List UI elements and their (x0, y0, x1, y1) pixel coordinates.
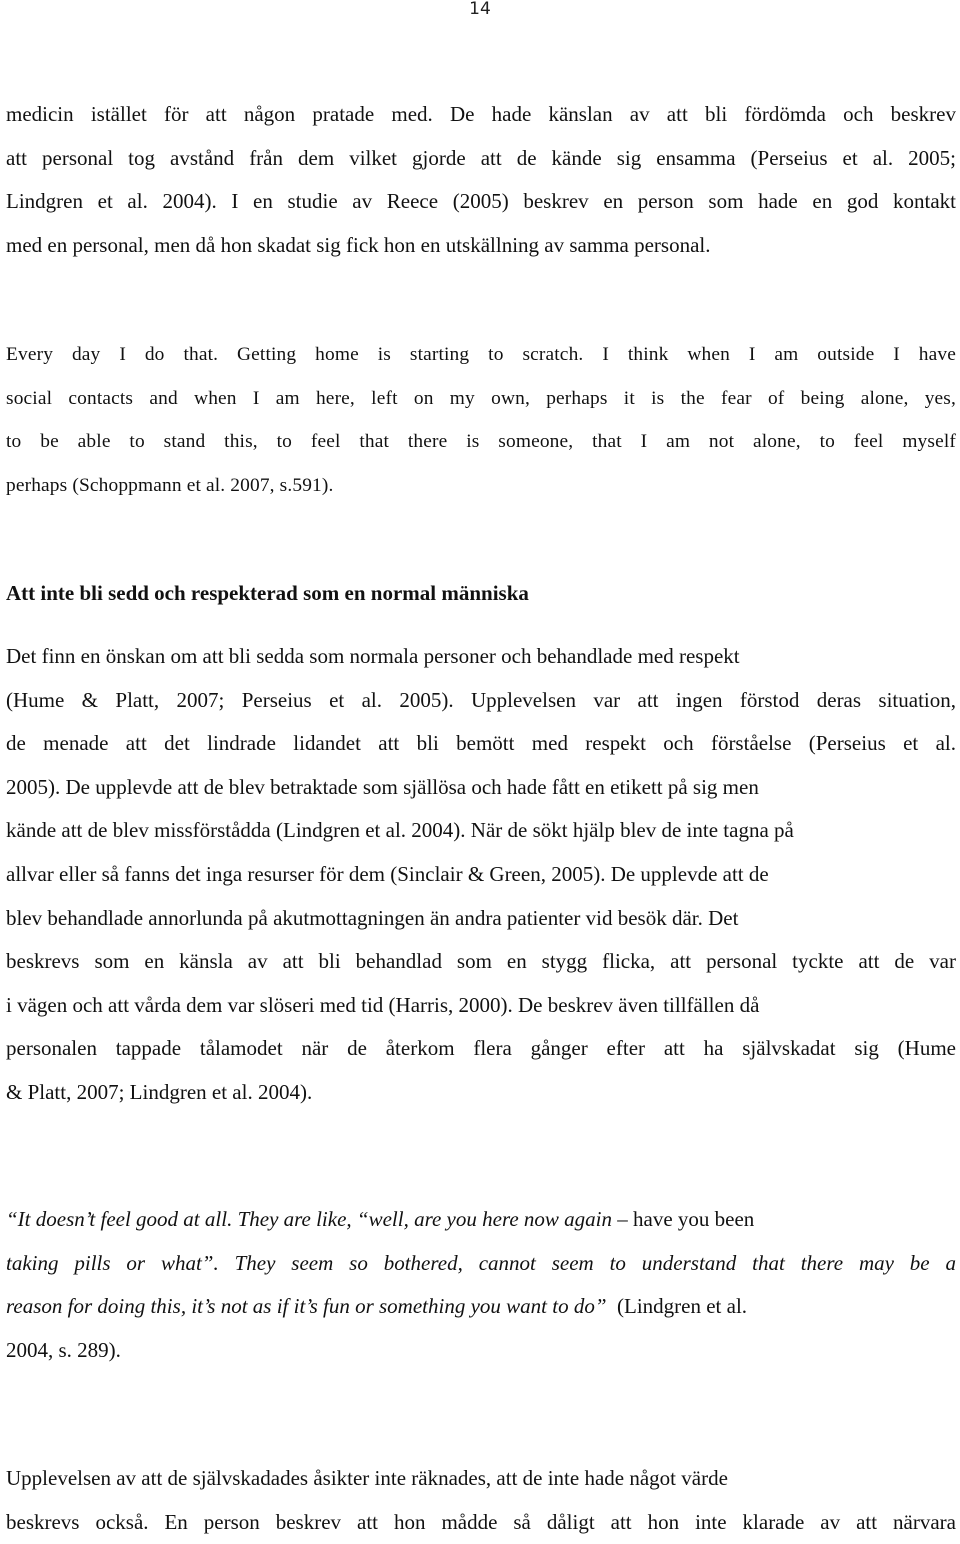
text-line: Det finn en önskan om att bli sedda som normala personer och behandlade med respekt (6, 644, 740, 668)
text-line: i vägen och att vårda dem var slöseri med tid (Harris, 2000). De beskrev även tillfällen då (6, 992, 760, 1017)
body-paragraph-2 (6, 635, 956, 1115)
quote-italic-text: “It doesn’t feel good at all. They are like, “well, are you here now again – (6, 1207, 628, 1231)
text-line: social contacts and when I am here, left on my own, perhaps it is the fear of being alone, yes, (6, 387, 956, 409)
quote-citation: (Lindgren et al. (606, 1294, 748, 1319)
text-line: beskrevs som en känsla av att bli behandlad som en stygg flicka, att personal tyckte att de var (6, 949, 956, 974)
text-line (6, 1285, 956, 1329)
text-line (6, 1198, 956, 1242)
text-line: de menade att det lindrade lidandet att bli bemött med respekt och förståelse (Perseius et al. (6, 731, 956, 756)
section-heading: Att inte bli sedd och respekterad som en normal människa (6, 581, 529, 605)
text-line: (Hume & Platt, 2007; Perseius et al. 2005). Upplevelsen var att ingen förstod deras situation, (6, 687, 956, 712)
text-line: & Platt, 2007; Lindgren et al. 2004). (6, 1079, 313, 1104)
page-number: 14 (469, 0, 491, 19)
text-line: Lindgren et al. 2004). I en studie av Reece (2005) beskrev en person som hade en god kontakt (6, 189, 956, 214)
text-line: to be able to stand this, to feel that there is someone, that I am not alone, to feel myself (6, 431, 956, 453)
quote-swedish-study (6, 1198, 956, 1372)
text-line: blev behandlade annorlunda på akutmottagningen än andra patienter vid besök där. Det (6, 905, 739, 930)
text-line: personalen tappade tålamodet när de återkom flera gånger efter att ha självskadat sig (Hume (6, 1036, 956, 1061)
text-line: beskrevs också. En person beskrev att hon mådde så dåligt att hon inte klarade av att närvara (6, 1509, 956, 1534)
text-line: Upplevelsen av att de självskadades åsikter inte räknades, att de inte hade något värde (6, 1466, 728, 1490)
body-paragraph-3 (6, 1457, 956, 1544)
body-paragraph-1 (6, 93, 956, 267)
text-line: medicin istället för att någon pratade med. De hade känslan av att bli fördömda och beskrev (6, 102, 956, 126)
text-line: Every day I do that. Getting home is starting to scratch. I think when I am outside I have (6, 344, 956, 365)
quote-italic-text: reason for doing this, it’s not as if it’s fun or something you want to do” (6, 1294, 607, 1319)
text-line: 2005). De upplevde att de blev betraktade som själlösa och hade fått en etikett på sig men (6, 774, 759, 799)
quote-citation: 2004, s. 289). (6, 1337, 121, 1362)
text-line: med en personal, men då hon skadat sig fick hon en utskällning av samma personal. (6, 232, 711, 257)
quote-italic-text: taking pills or what”. They seem so bothered, cannot seem to understand that there may be a (6, 1250, 956, 1275)
text-line: allvar eller så fanns det inga resurser för dem (Sinclair & Green, 2005). De upplevde att de (6, 861, 769, 886)
quote-english (6, 333, 956, 507)
text-line: att personal tog avstånd från dem vilket gjorde att de kände sig ensamma (Perseius et al. 2005; (6, 145, 956, 170)
quote-regular-text: have you been (627, 1207, 755, 1231)
text-line: perhaps (Schoppmann et al. 2007, s.591). (6, 474, 334, 496)
text-line: kände att de blev missförstådda (Lindgren et al. 2004). När de sökt hjälp blev de inte tagna på (6, 818, 794, 843)
